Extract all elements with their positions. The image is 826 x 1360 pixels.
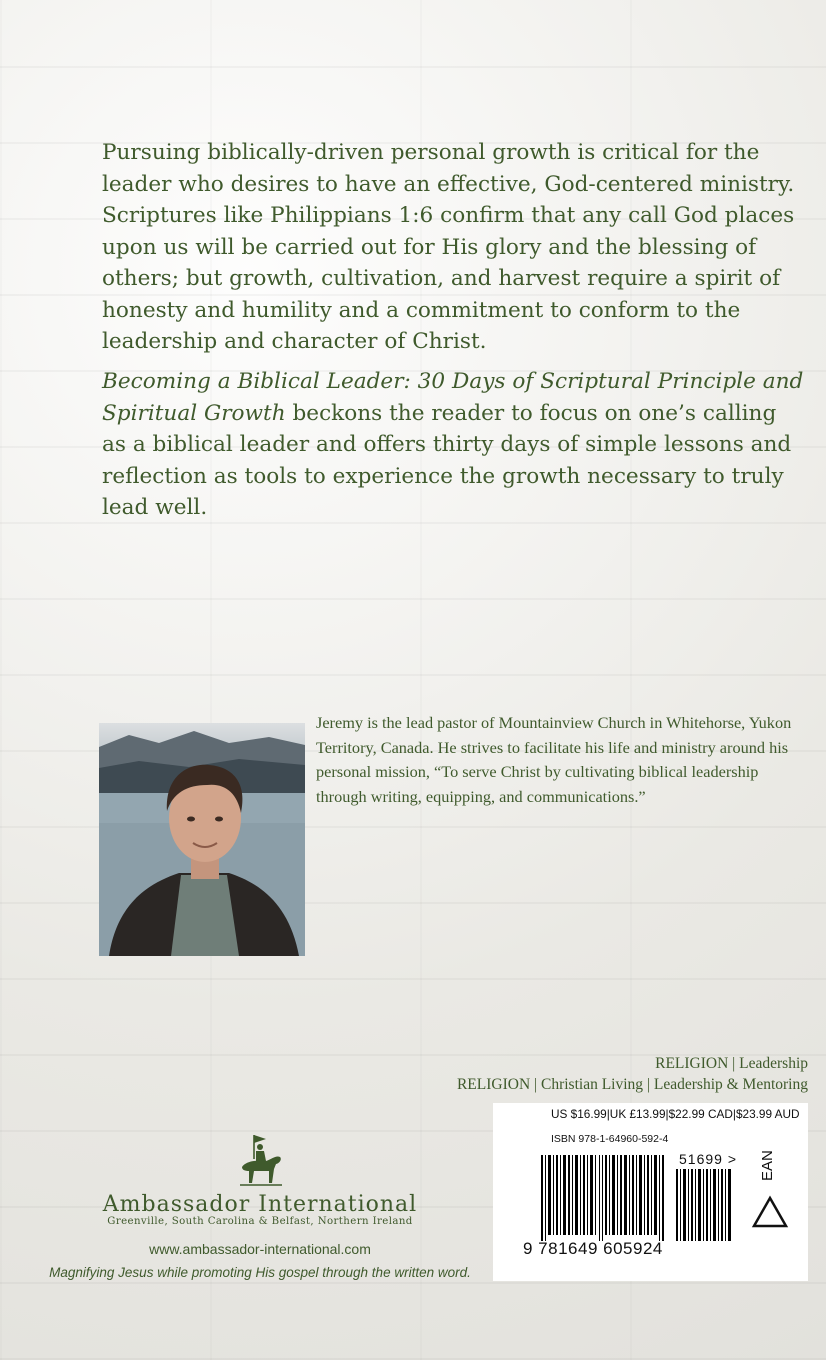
- addon-digits: [679, 1151, 737, 1167]
- ean-label: EAN: [759, 1150, 776, 1181]
- book-title-italic: Becoming a Biblical Leader: 30 Days of Scriptural Principle and Spiritual Growth: [102, 369, 804, 426]
- publisher-url: www.ambassador-international.com: [149, 1241, 371, 1257]
- blurb-paragraph-2-rest: beckons the reader to focus on one’s calling as a biblical leader and offers thirty days of simple lessons and reflection as tools to experience the growth necessary to truly lead well.: [102, 400, 792, 520]
- publisher-locations: Greenville, South Carolina & Belfast, Northern Ireland: [107, 1216, 413, 1227]
- price-barcode-box: [493, 1103, 808, 1281]
- blurb-paragraph-2: [102, 366, 804, 524]
- publisher-tagline: Magnifying Jesus while promoting His gospel through the written word.: [49, 1265, 471, 1280]
- ean-digits: 9 781649 605924: [523, 1239, 663, 1258]
- blurb-paragraph-1: Pursuing biblically-driven personal growth is critical for the leader who desires to have an effective, God-centered ministry. Scriptures like Philippians 1:6 confirm that any call God places upon us will be carried out for His glory and the blessing of others; but growth, cultivation, and harvest require a spirit of honesty and humility and a commitment to conform to the leadership and character of Christ.: [102, 140, 795, 354]
- addon-marker: >: [727, 1151, 738, 1167]
- horse-rider-flag-icon: [236, 1133, 286, 1189]
- author-photo: [99, 723, 305, 956]
- author-bio: Jeremy is the lead pastor of Mountainview Church in Whitehorse, Yukon Territory, Canada. He strives to facilitate his life and ministry around his personal mission, “To serve Christ by cultivating biblical leadership through writing, equipping, and communications.”: [316, 713, 792, 806]
- category-line-2: RELIGION | Christian Living | Leadership & Mentoring: [456, 1076, 808, 1093]
- ean-barcode: [541, 1155, 665, 1241]
- category-line-1: RELIGION | Leadership: [655, 1055, 808, 1072]
- addon-number: 51699: [679, 1151, 723, 1167]
- author-portrait-illustration: [99, 723, 305, 956]
- isbn-number: ISBN 978-1-64960-592-4: [551, 1133, 669, 1145]
- triangle-icon: [751, 1195, 789, 1229]
- addon-barcode: [676, 1169, 734, 1241]
- publisher-name: Ambassador International: [102, 1192, 418, 1217]
- price-list: US $16.99|UK £13.99|$22.99 CAD|$23.99 AUD: [551, 1107, 800, 1121]
